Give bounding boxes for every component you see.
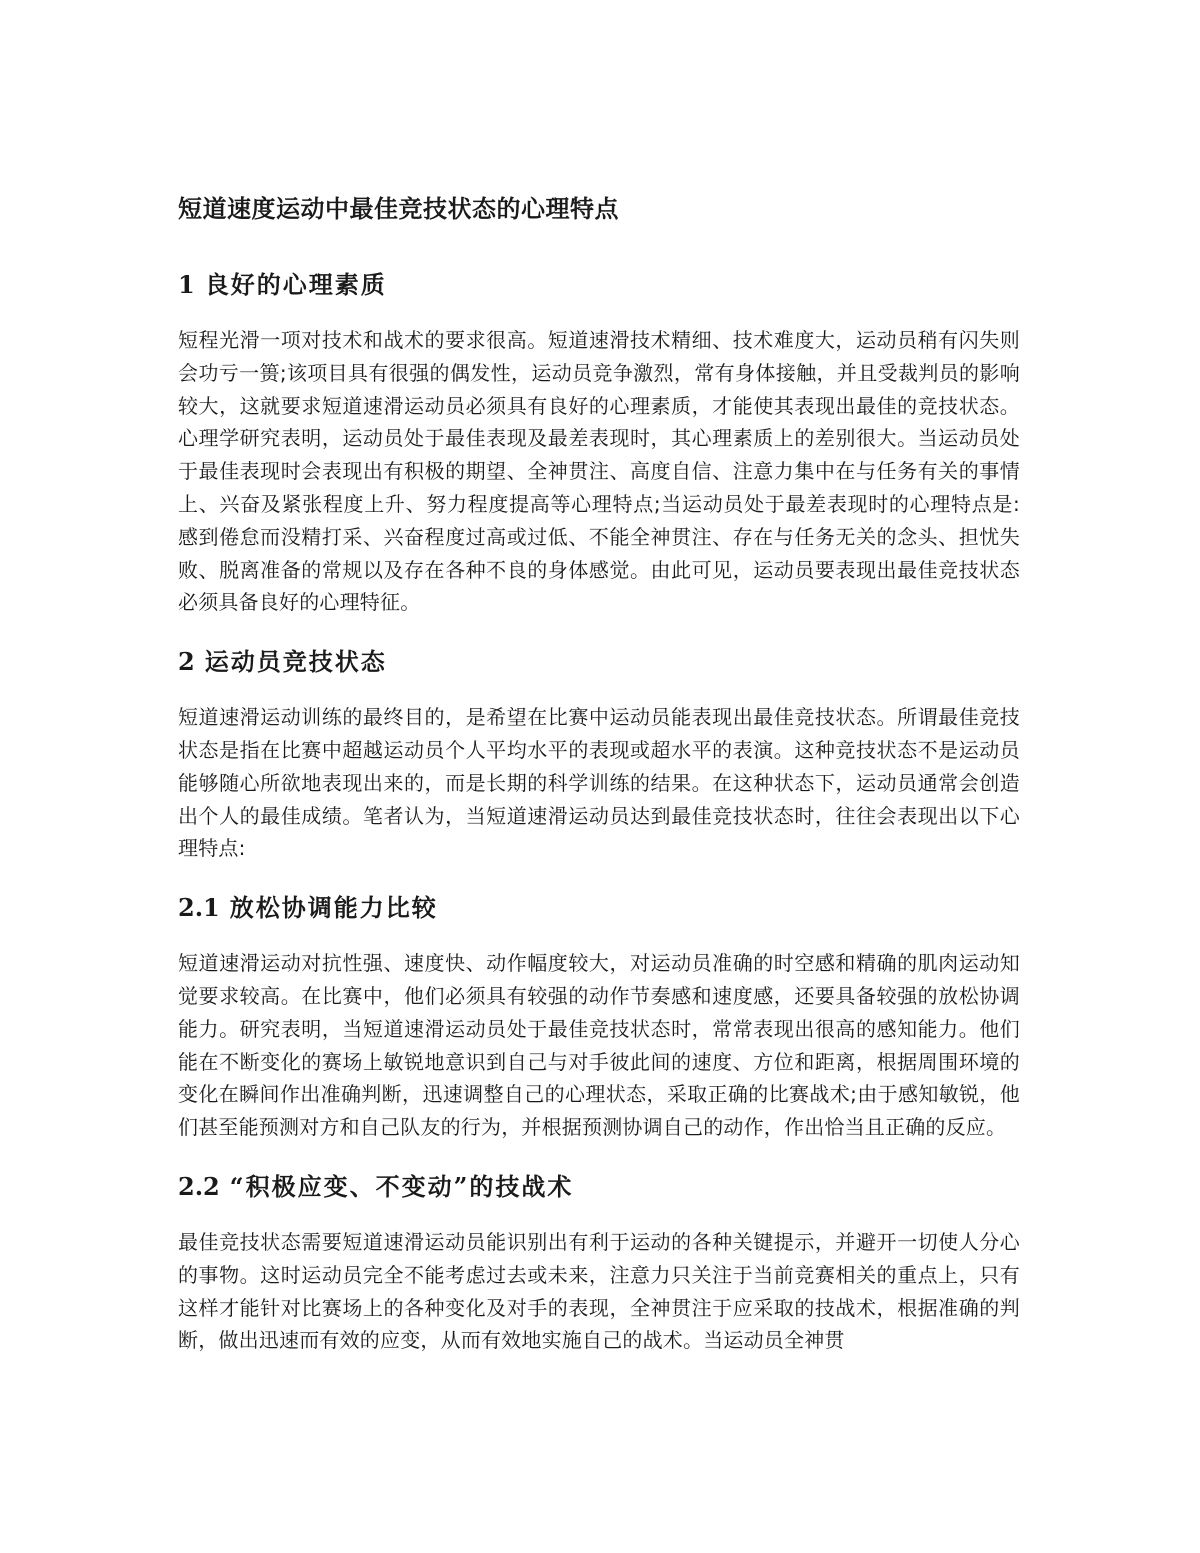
section-heading bbox=[178, 641, 1020, 683]
section-title: “积极应变、不变动”的技战术 bbox=[229, 1171, 574, 1201]
section-number: 2.2 bbox=[178, 1171, 220, 1201]
section-number: 2 bbox=[178, 647, 195, 677]
section-heading bbox=[178, 264, 1020, 306]
subsection-heading bbox=[178, 1166, 1020, 1208]
section-paragraph: 短程光滑一项对技术和战术的要求很高。短道速滑技术精细、技术难度大，运动员稍有闪失则会功亏一篑;该项目具有很强的偶发性，运动员竞争激烈，常有身体接触，并且受裁判员的影响较大，这就要求短道速滑运动员必须具有良好的心理素质，才能使其表现出最佳的竞技状态。心理学研究表明，运动员处于最佳表现及最差表现时，其心理素质上的差别很大。当运动员处于最佳表现时会表现出有积极的期望、全神贯注、高度自信、注意力集中在与任务有关的事情上、兴奋及紧张程度上升、努力程度提高等心理特点;当运动员处于最差表现时的心理特点是:感到倦怠而没精打采、兴奋程度过高或过低、不能全神贯注、存在与任务无关的念头、担忧失败、脱离准备的常规以及存在各种不良的身体感觉。由此可见，运动员要表现出最佳竞技状态必须具备良好的心理特征。 bbox=[178, 328, 1020, 615]
section-title: 良好的心理素质 bbox=[204, 270, 387, 299]
document-title: 短道速度运动中最佳竞技状态的心理特点 bbox=[178, 195, 619, 223]
section-paragraph: 短道速滑运动对抗性强、速度快、动作幅度较大，对运动员准确的时空感和精确的肌肉运动知觉要求较高。在比赛中，他们必须具有较强的动作节奏感和速度感，还要具备较强的放松协调能力。研究表明，当短道速滑运动员处于最佳竞技状态时，常常表现出很高的感知能力。他们能在不断变化的赛场上敏锐地意识到自己与对手彼此间的速度、方位和距离，根据周围环境的变化在瞬间作出准确判断，迅速调整自己的心理状态，采取正确的比赛战术;由于感知敏锐，他们甚至能预测对方和自己队友的行为，并根据预测协调自己的动作，作出恰当且正确的反应。 bbox=[178, 951, 1020, 1140]
section-paragraph: 短道速滑运动训练的最终目的，是希望在比赛中运动员能表现出最佳竞技状态。所谓最佳竞技状态是指在比赛中超越运动员个人平均水平的表现或超水平的表演。这种竞技状态不是运动员能够随心所欲地表现出来的，而是长期的科学训练的结果。在这种状态下，运动员通常会创造出个人的最佳成绩。笔者认为，当短道速滑运动员达到最佳竞技状态时，往往会表现出以下心理特点: bbox=[178, 705, 1020, 861]
section-number: 1 bbox=[178, 270, 195, 299]
section-number: 2.1 bbox=[178, 893, 220, 923]
subsection-heading bbox=[178, 887, 1020, 929]
section-paragraph: 最佳竞技状态需要短道速滑运动员能识别出有利于运动的各种关键提示，并避开一切使人分心的事物。这时运动员完全不能考虑过去或未来，注意力只关注于当前竞赛相关的重点上，只有这样才能针对比赛场上的各种变化及对手的表现，全神贯注于应采取的技战术，根据准确的判断，做出迅速而有效的应变，从而有效地实施自己的战术。当运动员全神贯 bbox=[178, 1229, 1020, 1353]
section-title: 运动员竞技状态 bbox=[204, 647, 387, 677]
document-page bbox=[178, 188, 1020, 1379]
section-title: 放松协调能力比较 bbox=[229, 893, 438, 923]
